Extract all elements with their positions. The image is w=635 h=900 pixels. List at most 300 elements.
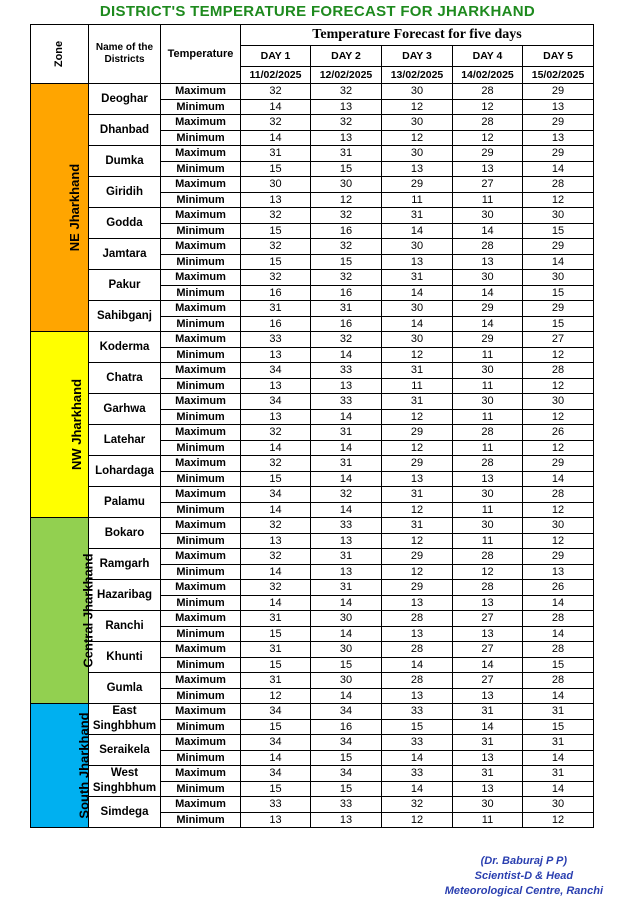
temperature-value: 32 bbox=[241, 84, 311, 100]
temperature-value: 13 bbox=[311, 564, 382, 580]
signature-block bbox=[445, 854, 603, 899]
temperature-value: 27 bbox=[453, 611, 523, 627]
temperature-value: 30 bbox=[241, 177, 311, 193]
temperature-value: 13 bbox=[382, 471, 453, 487]
temperature-value: 31 bbox=[241, 673, 311, 689]
temperature-value: 33 bbox=[382, 766, 453, 782]
temperature-value: 16 bbox=[241, 316, 311, 332]
temperature-value: 14 bbox=[453, 657, 523, 673]
temperature-value: 29 bbox=[453, 332, 523, 348]
district-name: East Singhbhum bbox=[89, 704, 161, 735]
temperature-value: 30 bbox=[382, 332, 453, 348]
minimum-label: Minimum bbox=[161, 254, 241, 270]
temperature-value: 29 bbox=[523, 146, 594, 162]
temperature-value: 31 bbox=[311, 456, 382, 472]
temperature-value: 14 bbox=[382, 657, 453, 673]
temperature-value: 31 bbox=[311, 146, 382, 162]
temperature-value: 14 bbox=[453, 316, 523, 332]
temperature-value: 12 bbox=[382, 99, 453, 115]
minimum-label: Minimum bbox=[161, 719, 241, 735]
district-name: Dumka bbox=[89, 146, 161, 177]
temperature-value: 31 bbox=[453, 735, 523, 751]
temperature-value: 26 bbox=[523, 580, 594, 596]
table-row bbox=[31, 208, 594, 224]
temperature-value: 14 bbox=[311, 502, 382, 518]
temperature-value: 29 bbox=[523, 456, 594, 472]
temperature-value: 12 bbox=[382, 812, 453, 828]
temperature-value: 14 bbox=[382, 316, 453, 332]
temperature-value: 13 bbox=[523, 99, 594, 115]
temperature-value: 34 bbox=[241, 735, 311, 751]
signatory-name: (Dr. Baburaj P P) bbox=[480, 855, 568, 867]
temperature-value: 33 bbox=[241, 797, 311, 813]
date-header: 12/02/2025 bbox=[311, 67, 382, 84]
temperature-value: 11 bbox=[382, 192, 453, 208]
temperature-value: 28 bbox=[453, 84, 523, 100]
temperature-value: 29 bbox=[382, 456, 453, 472]
maximum-label: Maximum bbox=[161, 549, 241, 565]
minimum-label: Minimum bbox=[161, 533, 241, 549]
temperature-value: 13 bbox=[453, 688, 523, 704]
temperature-value: 14 bbox=[241, 440, 311, 456]
temperature-value: 30 bbox=[382, 301, 453, 317]
temperature-value: 32 bbox=[311, 270, 382, 286]
temperature-value: 12 bbox=[523, 378, 594, 394]
temperature-value: 32 bbox=[241, 518, 311, 534]
temperature-value: 15 bbox=[241, 223, 311, 239]
temperature-value: 14 bbox=[523, 781, 594, 797]
temperature-value: 32 bbox=[241, 239, 311, 255]
table-row bbox=[31, 115, 594, 131]
maximum-label: Maximum bbox=[161, 425, 241, 441]
temperature-value: 27 bbox=[453, 673, 523, 689]
minimum-label: Minimum bbox=[161, 130, 241, 146]
temperature-value: 31 bbox=[382, 518, 453, 534]
temperature-value: 14 bbox=[523, 595, 594, 611]
temperature-value: 13 bbox=[523, 130, 594, 146]
temperature-value: 11 bbox=[453, 347, 523, 363]
temperature-value: 13 bbox=[241, 378, 311, 394]
district-name: Gumla bbox=[89, 673, 161, 704]
temperature-value: 33 bbox=[311, 394, 382, 410]
table-row bbox=[31, 797, 594, 813]
temperature-value: 28 bbox=[453, 239, 523, 255]
temperature-value: 32 bbox=[311, 115, 382, 131]
zone-label: South Jharkhand bbox=[31, 704, 89, 828]
table-row bbox=[31, 487, 594, 503]
minimum-label: Minimum bbox=[161, 378, 241, 394]
temperature-value: 14 bbox=[311, 440, 382, 456]
district-name: Lohardaga bbox=[89, 456, 161, 487]
district-name: Latehar bbox=[89, 425, 161, 456]
maximum-label: Maximum bbox=[161, 177, 241, 193]
minimum-label: Minimum bbox=[161, 750, 241, 766]
district-name: West Singhbhum bbox=[89, 766, 161, 797]
temperature-value: 33 bbox=[311, 518, 382, 534]
temperature-value: 15 bbox=[241, 254, 311, 270]
temperature-value: 14 bbox=[241, 564, 311, 580]
district-name: Dhanbad bbox=[89, 115, 161, 146]
temperature-value: 13 bbox=[382, 688, 453, 704]
temperature-value: 12 bbox=[382, 564, 453, 580]
temperature-value: 13 bbox=[382, 626, 453, 642]
forecast-title: Temperature Forecast for five days bbox=[241, 25, 594, 46]
temperature-value: 32 bbox=[241, 208, 311, 224]
temperature-value: 34 bbox=[311, 735, 382, 751]
temperature-value: 15 bbox=[241, 781, 311, 797]
temperature-value: 31 bbox=[523, 704, 594, 720]
district-name: Ranchi bbox=[89, 611, 161, 642]
minimum-label: Minimum bbox=[161, 192, 241, 208]
date-header: 11/02/2025 bbox=[241, 67, 311, 84]
table-row bbox=[31, 270, 594, 286]
maximum-label: Maximum bbox=[161, 146, 241, 162]
minimum-label: Minimum bbox=[161, 440, 241, 456]
maximum-label: Maximum bbox=[161, 208, 241, 224]
temperature-value: 31 bbox=[382, 363, 453, 379]
district-name: Hazaribag bbox=[89, 580, 161, 611]
temperature-value: 30 bbox=[311, 611, 382, 627]
minimum-label: Minimum bbox=[161, 626, 241, 642]
temperature-value: 14 bbox=[523, 471, 594, 487]
temperature-value: 30 bbox=[311, 673, 382, 689]
temperature-value: 13 bbox=[311, 99, 382, 115]
temperature-value: 31 bbox=[382, 487, 453, 503]
temperature-value: 16 bbox=[311, 223, 382, 239]
temperature-value: 32 bbox=[311, 332, 382, 348]
temperature-value: 28 bbox=[523, 611, 594, 627]
temperature-value: 13 bbox=[453, 161, 523, 177]
district-name: Seraikela bbox=[89, 735, 161, 766]
table-row bbox=[31, 146, 594, 162]
temperature-value: 11 bbox=[453, 502, 523, 518]
date-header: 13/02/2025 bbox=[382, 67, 453, 84]
table-row bbox=[31, 704, 594, 720]
temperature-value: 31 bbox=[311, 549, 382, 565]
temperature-value: 31 bbox=[523, 735, 594, 751]
temperature-value: 13 bbox=[453, 471, 523, 487]
temperature-value: 14 bbox=[523, 750, 594, 766]
temperature-value: 30 bbox=[453, 270, 523, 286]
temperature-value: 12 bbox=[382, 502, 453, 518]
temperature-value: 14 bbox=[311, 471, 382, 487]
signatory-designation: Scientist-D & Head bbox=[474, 870, 574, 882]
temperature-header: Temperature bbox=[161, 25, 241, 84]
temperature-value: 33 bbox=[382, 735, 453, 751]
table-row bbox=[31, 301, 594, 317]
maximum-label: Maximum bbox=[161, 270, 241, 286]
temperature-value: 29 bbox=[382, 177, 453, 193]
temperature-value: 11 bbox=[453, 533, 523, 549]
temperature-value: 32 bbox=[241, 425, 311, 441]
table-row bbox=[31, 425, 594, 441]
table-row bbox=[31, 332, 594, 348]
temperature-value: 15 bbox=[523, 719, 594, 735]
temperature-value: 28 bbox=[453, 425, 523, 441]
temperature-value: 14 bbox=[241, 502, 311, 518]
temperature-value: 32 bbox=[241, 549, 311, 565]
temperature-value: 13 bbox=[311, 130, 382, 146]
table-row bbox=[31, 735, 594, 751]
temperature-value: 30 bbox=[523, 797, 594, 813]
temperature-value: 13 bbox=[311, 378, 382, 394]
temperature-value: 27 bbox=[453, 642, 523, 658]
minimum-label: Minimum bbox=[161, 409, 241, 425]
maximum-label: Maximum bbox=[161, 301, 241, 317]
temperature-value: 13 bbox=[382, 161, 453, 177]
district-name: Godda bbox=[89, 208, 161, 239]
temperature-value: 27 bbox=[523, 332, 594, 348]
district-name: Deoghar bbox=[89, 84, 161, 115]
temperature-value: 31 bbox=[382, 208, 453, 224]
temperature-value: 30 bbox=[453, 208, 523, 224]
maximum-label: Maximum bbox=[161, 704, 241, 720]
minimum-label: Minimum bbox=[161, 688, 241, 704]
temperature-value: 32 bbox=[311, 208, 382, 224]
temperature-value: 11 bbox=[453, 378, 523, 394]
maximum-label: Maximum bbox=[161, 394, 241, 410]
district-name: Palamu bbox=[89, 487, 161, 518]
minimum-label: Minimum bbox=[161, 316, 241, 332]
table-row bbox=[31, 363, 594, 379]
temperature-value: 15 bbox=[523, 285, 594, 301]
temperature-value: 13 bbox=[311, 533, 382, 549]
zone-label: Central Jharkhand bbox=[31, 518, 89, 704]
temperature-value: 33 bbox=[311, 363, 382, 379]
temperature-value: 33 bbox=[382, 704, 453, 720]
maximum-label: Maximum bbox=[161, 611, 241, 627]
temperature-value: 31 bbox=[523, 766, 594, 782]
minimum-label: Minimum bbox=[161, 502, 241, 518]
temperature-value: 31 bbox=[382, 394, 453, 410]
table-row bbox=[31, 177, 594, 193]
temperature-value: 29 bbox=[523, 115, 594, 131]
temperature-value: 12 bbox=[453, 130, 523, 146]
district-name: Bokaro bbox=[89, 518, 161, 549]
zone-header: Zone bbox=[31, 25, 89, 84]
temperature-value: 30 bbox=[523, 208, 594, 224]
maximum-label: Maximum bbox=[161, 797, 241, 813]
temperature-value: 13 bbox=[311, 812, 382, 828]
table-row bbox=[31, 642, 594, 658]
temperature-value: 34 bbox=[241, 766, 311, 782]
maximum-label: Maximum bbox=[161, 580, 241, 596]
minimum-label: Minimum bbox=[161, 223, 241, 239]
temperature-value: 11 bbox=[453, 440, 523, 456]
temperature-value: 13 bbox=[382, 595, 453, 611]
temperature-value: 30 bbox=[382, 146, 453, 162]
temperature-value: 30 bbox=[382, 84, 453, 100]
temperature-value: 31 bbox=[311, 301, 382, 317]
temperature-value: 14 bbox=[311, 409, 382, 425]
temperature-value: 15 bbox=[241, 161, 311, 177]
district-header: Name of the Districts bbox=[89, 25, 161, 84]
temperature-value: 16 bbox=[311, 719, 382, 735]
maximum-label: Maximum bbox=[161, 673, 241, 689]
temperature-value: 34 bbox=[241, 487, 311, 503]
temperature-value: 33 bbox=[241, 332, 311, 348]
minimum-label: Minimum bbox=[161, 812, 241, 828]
temperature-value: 34 bbox=[311, 704, 382, 720]
temperature-value: 11 bbox=[453, 409, 523, 425]
table-row bbox=[31, 673, 594, 689]
maximum-label: Maximum bbox=[161, 487, 241, 503]
temperature-value: 34 bbox=[311, 766, 382, 782]
minimum-label: Minimum bbox=[161, 471, 241, 487]
maximum-label: Maximum bbox=[161, 332, 241, 348]
temperature-value: 14 bbox=[382, 781, 453, 797]
temperature-value: 31 bbox=[311, 580, 382, 596]
temperature-value: 12 bbox=[382, 533, 453, 549]
temperature-value: 28 bbox=[382, 642, 453, 658]
district-name: Garhwa bbox=[89, 394, 161, 425]
temperature-value: 14 bbox=[523, 688, 594, 704]
temperature-value: 14 bbox=[453, 719, 523, 735]
temperature-value: 30 bbox=[453, 797, 523, 813]
temperature-value: 14 bbox=[311, 595, 382, 611]
temperature-value: 33 bbox=[311, 797, 382, 813]
temperature-value: 15 bbox=[241, 657, 311, 673]
table-row bbox=[31, 580, 594, 596]
temperature-value: 14 bbox=[311, 688, 382, 704]
table-row bbox=[31, 766, 594, 782]
temperature-value: 14 bbox=[453, 223, 523, 239]
minimum-label: Minimum bbox=[161, 99, 241, 115]
temperature-value: 14 bbox=[382, 750, 453, 766]
temperature-value: 11 bbox=[382, 378, 453, 394]
temperature-value: 28 bbox=[382, 611, 453, 627]
temperature-value: 29 bbox=[382, 580, 453, 596]
temperature-value: 29 bbox=[523, 239, 594, 255]
temperature-value: 14 bbox=[241, 99, 311, 115]
temperature-value: 31 bbox=[453, 766, 523, 782]
temperature-value: 15 bbox=[311, 254, 382, 270]
page-title: DISTRICT'S TEMPERATURE FORECAST FOR JHARKHAND bbox=[99, 3, 536, 20]
temperature-value: 15 bbox=[311, 750, 382, 766]
temperature-value: 14 bbox=[382, 223, 453, 239]
temperature-value: 15 bbox=[523, 316, 594, 332]
temperature-value: 15 bbox=[241, 626, 311, 642]
zone-label: NE Jharkhand bbox=[31, 84, 89, 332]
district-name: Sahibganj bbox=[89, 301, 161, 332]
temperature-value: 15 bbox=[241, 719, 311, 735]
temperature-value: 15 bbox=[523, 657, 594, 673]
minimum-label: Minimum bbox=[161, 347, 241, 363]
day-header: DAY 5 bbox=[523, 46, 594, 67]
maximum-label: Maximum bbox=[161, 735, 241, 751]
temperature-value: 30 bbox=[382, 115, 453, 131]
temperature-value: 28 bbox=[523, 363, 594, 379]
maximum-label: Maximum bbox=[161, 84, 241, 100]
temperature-value: 15 bbox=[311, 657, 382, 673]
temperature-value: 13 bbox=[241, 812, 311, 828]
temperature-value: 28 bbox=[523, 642, 594, 658]
temperature-value: 31 bbox=[311, 425, 382, 441]
temperature-value: 11 bbox=[453, 812, 523, 828]
temperature-value: 12 bbox=[382, 440, 453, 456]
maximum-label: Maximum bbox=[161, 239, 241, 255]
temperature-value: 16 bbox=[241, 285, 311, 301]
temperature-value: 12 bbox=[523, 192, 594, 208]
temperature-value: 29 bbox=[523, 84, 594, 100]
temperature-value: 11 bbox=[453, 192, 523, 208]
date-header: 14/02/2025 bbox=[453, 67, 523, 84]
district-name: Giridih bbox=[89, 177, 161, 208]
maximum-label: Maximum bbox=[161, 766, 241, 782]
temperature-value: 12 bbox=[523, 440, 594, 456]
temperature-value: 14 bbox=[453, 285, 523, 301]
minimum-label: Minimum bbox=[161, 595, 241, 611]
temperature-value: 14 bbox=[382, 285, 453, 301]
table-row bbox=[31, 456, 594, 472]
temperature-value: 12 bbox=[382, 347, 453, 363]
temperature-value: 34 bbox=[241, 704, 311, 720]
temperature-value: 15 bbox=[241, 471, 311, 487]
date-header: 15/02/2025 bbox=[523, 67, 594, 84]
temperature-value: 12 bbox=[523, 409, 594, 425]
temperature-value: 31 bbox=[241, 146, 311, 162]
district-name: Simdega bbox=[89, 797, 161, 828]
temperature-value: 31 bbox=[241, 301, 311, 317]
temperature-value: 32 bbox=[311, 487, 382, 503]
temperature-value: 14 bbox=[241, 595, 311, 611]
temperature-value: 14 bbox=[523, 161, 594, 177]
temperature-value: 28 bbox=[523, 673, 594, 689]
temperature-value: 12 bbox=[523, 533, 594, 549]
temperature-value: 29 bbox=[382, 425, 453, 441]
temperature-value: 14 bbox=[311, 347, 382, 363]
minimum-label: Minimum bbox=[161, 285, 241, 301]
temperature-value: 34 bbox=[241, 363, 311, 379]
temperature-value: 27 bbox=[453, 177, 523, 193]
temperature-value: 14 bbox=[311, 626, 382, 642]
district-name: Chatra bbox=[89, 363, 161, 394]
temperature-value: 30 bbox=[453, 518, 523, 534]
temperature-value: 28 bbox=[453, 456, 523, 472]
temperature-value: 13 bbox=[382, 254, 453, 270]
table-row bbox=[31, 549, 594, 565]
temperature-value: 30 bbox=[453, 487, 523, 503]
temperature-value: 31 bbox=[382, 270, 453, 286]
temperature-value: 12 bbox=[382, 130, 453, 146]
temperature-value: 31 bbox=[453, 704, 523, 720]
minimum-label: Minimum bbox=[161, 161, 241, 177]
temperature-value: 14 bbox=[523, 254, 594, 270]
temperature-value: 31 bbox=[241, 642, 311, 658]
temperature-value: 28 bbox=[523, 487, 594, 503]
temperature-value: 28 bbox=[453, 580, 523, 596]
temperature-value: 32 bbox=[241, 456, 311, 472]
table-row bbox=[31, 239, 594, 255]
temperature-value: 28 bbox=[453, 115, 523, 131]
temperature-value: 30 bbox=[382, 239, 453, 255]
table-row bbox=[31, 518, 594, 534]
temperature-value: 12 bbox=[241, 688, 311, 704]
temperature-value: 15 bbox=[311, 161, 382, 177]
temperature-value: 30 bbox=[523, 518, 594, 534]
temperature-value: 29 bbox=[523, 549, 594, 565]
temperature-value: 31 bbox=[241, 611, 311, 627]
district-name: Khunti bbox=[89, 642, 161, 673]
temperature-value: 12 bbox=[311, 192, 382, 208]
temperature-value: 30 bbox=[311, 177, 382, 193]
temperature-value: 13 bbox=[241, 409, 311, 425]
temperature-value: 12 bbox=[523, 812, 594, 828]
temperature-value: 28 bbox=[382, 673, 453, 689]
day-header: DAY 3 bbox=[382, 46, 453, 67]
temperature-value: 26 bbox=[523, 425, 594, 441]
maximum-label: Maximum bbox=[161, 115, 241, 131]
